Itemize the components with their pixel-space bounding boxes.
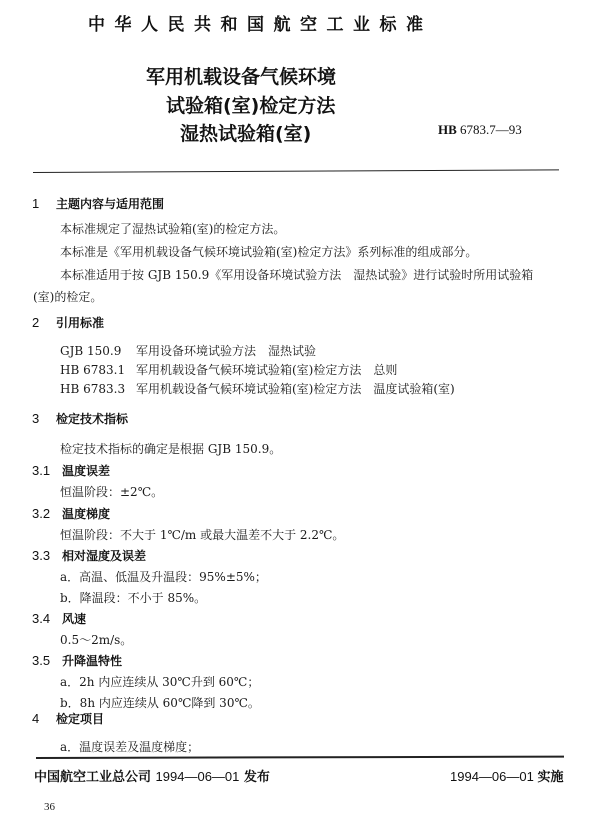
reference-item [60,361,397,378]
section-3-4-text: 0.5～2m/s。 [60,633,133,647]
reference-item [60,380,455,397]
issuer-name: 中国航空工业总公司 [34,770,152,785]
section-3-3-heading: 3.3 相对湿度及误差 [32,548,147,563]
standard-code [438,122,522,138]
section-3-2-heading: 3.2 温度梯度 [32,506,111,521]
reference-title: 军用设备环境试验方法 湿热试验 [136,344,317,358]
issuer-line [34,766,270,785]
doc-title-line-3: 湿热试验箱(室) [180,123,312,145]
reference-title: 军用机载设备气候环境试验箱(室)检定方法 温度试验箱(室) [136,382,455,396]
issue-date: 1994—06—01 [155,769,240,784]
reference-code: GJB 150.9 [60,344,122,358]
issue-label: 发布 [243,770,270,785]
section-1-para-2: 本标准是《军用机载设备气候环境试验箱(室)检定方法》系列标准的组成部分。 [60,245,478,259]
section-2-heading: 2 引用标准 [32,315,105,330]
standard-org-title: 中华人民共和国航空工业标准 [88,15,433,35]
doc-title-line-2: 试验箱(室)检定方法 [166,95,336,117]
reference-item [60,342,316,359]
section-4-item-a: a．温度误差及温度梯度； [60,740,200,754]
doc-title-line-1: 军用机载设备气候环境 [146,66,337,88]
section-1-para-3: 本标准适用于按 GJB 150.9《军用设备环境试验方法 湿热试验》进行试验时所用试验箱 [60,268,534,282]
reference-code: HB 6783.3 [60,382,126,396]
section-3-2-text: 恒温阶段：不大于 1℃/m 或最大温差不大于 2.2℃。 [60,528,345,542]
section-3-3-item-b: b．降温段：不小于 85%。 [60,591,207,605]
reference-code: HB 6783.1 [60,363,126,377]
page-number: 36 [44,801,55,813]
section-3-1-text: 恒温阶段：±2℃。 [60,485,164,499]
section-3-5-heading: 3.5 升降温特性 [32,653,123,668]
section-3-3-item-a: a．高温、低温及升温段：95%±5%； [60,570,267,584]
section-4-heading: 4 检定项目 [32,711,105,726]
title-divider [33,169,559,173]
section-1-heading: 1 主题内容与适用范围 [32,196,165,211]
reference-title: 军用机载设备气候环境试验箱(室)检定方法 总则 [136,363,398,377]
section-3-4-heading: 3.4 风速 [32,611,87,626]
effective-label: 实施 [537,770,564,785]
standard-code-prefix: HB [438,122,457,137]
section-3-1-heading: 3.1 温度误差 [32,463,111,478]
section-3-heading: 3 检定技术指标 [32,411,129,426]
section-1-para-3-cont: (室)的检定。 [33,290,103,304]
standard-code-number: 6783.7—93 [460,122,522,137]
section-3-intro: 检定技术指标的确定是根据 GJB 150.9。 [60,442,282,456]
footer-divider [36,756,564,759]
section-1-para-1: 本标准规定了湿热试验箱(室)的检定方法。 [60,222,286,236]
effective-date: 1994—06—01 [450,769,534,784]
section-3-5-item-b: b．8h 内应连续从 60℃降到 30℃。 [60,696,260,710]
section-3-5-item-a: a．2h 内应连续从 30℃升到 60℃； [60,675,260,689]
effective-line [450,766,563,785]
